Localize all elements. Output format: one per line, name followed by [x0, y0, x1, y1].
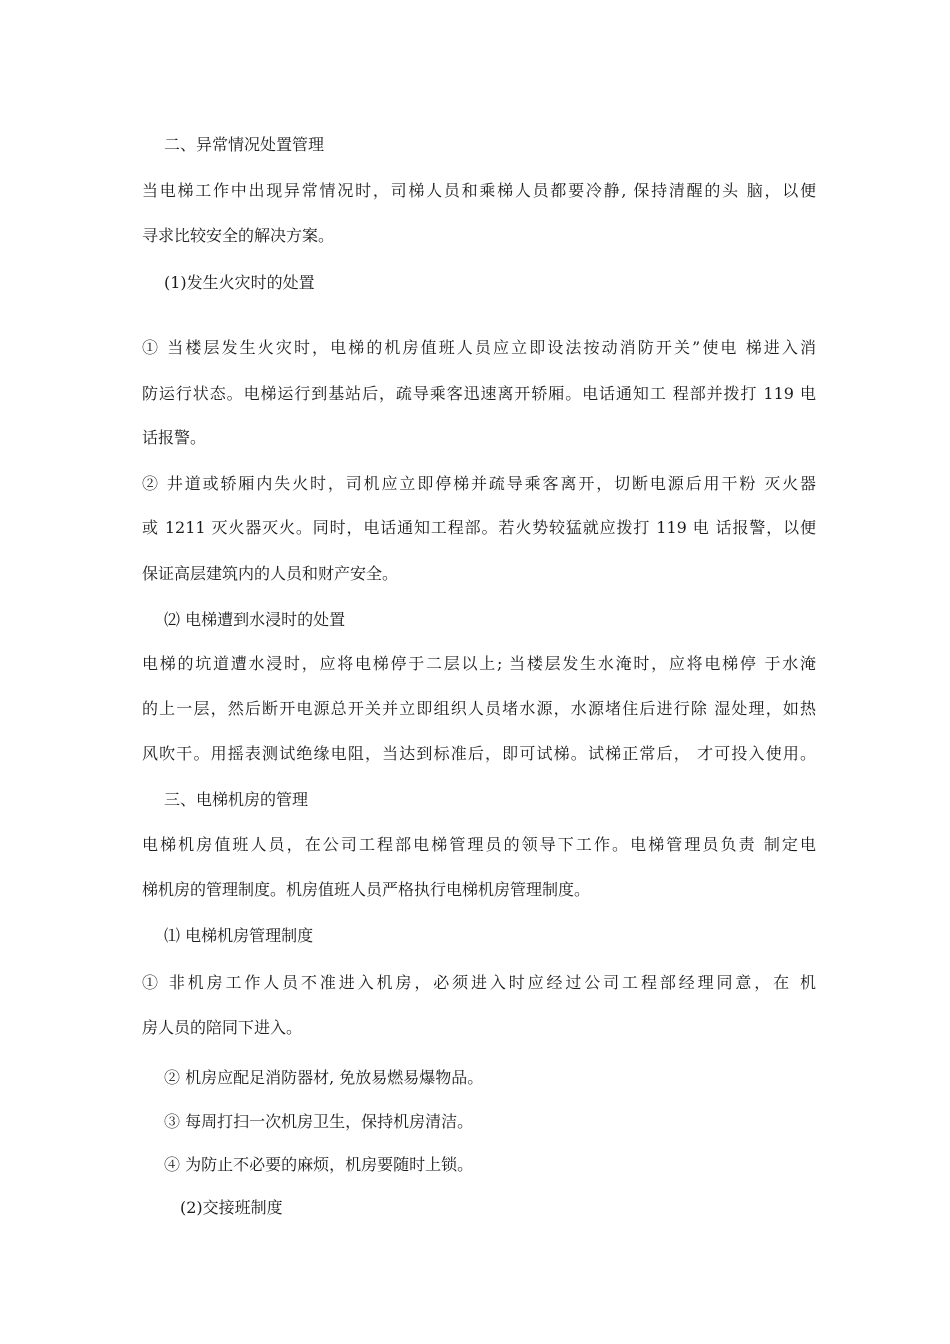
- fire-item2-line-2: 或 1211 灭火器灭火。同时，电话通知工程部。若火势较猛就应拨打 119 电 话报警，以便: [142, 518, 816, 537]
- section2-heading: 二、异常情况处置管理: [164, 135, 325, 154]
- handover-heading: (2)交接班制度: [180, 1198, 283, 1217]
- flood-heading: ⑵ 电梯遭到水浸时的处置: [164, 610, 346, 629]
- room-rule2: ② 机房应配足消防器材, 免放易燃易爆物品。: [164, 1068, 484, 1087]
- section2-intro-line-1: 当电梯工作中出现异常情况时，司梯人员和乘梯人员都要冷静, 保持清醒的头 脑，以便: [142, 181, 816, 200]
- fire-heading: (1)发生火灾时的处置: [164, 273, 315, 292]
- room-rules-heading: ⑴ 电梯机房管理制度: [164, 926, 314, 945]
- section3-intro-line-1: 电梯机房值班人员，在公司工程部电梯管理员的领导下工作。电梯管理员负责 制定电: [142, 835, 816, 854]
- fire-item1-line-3: 话报警。: [142, 428, 207, 447]
- flood-text-line-1: 电梯的坑道遭水浸时，应将电梯停于二层以上; 当楼层发生水淹时，应将电梯停 于水淹: [142, 654, 816, 673]
- flood-text-line-2: 的上一层，然后断开电源总开关并立即组织人员堵水源，水源堵住后进行除 湿处理，如热: [142, 699, 816, 718]
- flood-text-line-3: 风吹干。用摇表测试绝缘电阻，当达到标准后，即可试梯。试梯正常后， 才可投入使用。: [142, 744, 816, 763]
- room-rule1-line-1: ① 非机房工作人员不准进入机房，必须进入时应经过公司工程部经理同意，在 机: [142, 973, 816, 992]
- room-rule1-line-2: 房人员的陪同下进入。: [142, 1018, 303, 1037]
- fire-item2-line-1: ② 井道或轿厢内失火时，司机应立即停梯并疏导乘客离开，切断电源后用干粉 灭火器: [142, 474, 816, 493]
- room-rule4: ④ 为防止不必要的麻烦，机房要随时上锁。: [164, 1155, 474, 1174]
- section2-intro-line-2: 寻求比较安全的解决方案。: [142, 226, 335, 245]
- fire-item2-line-3: 保证高层建筑内的人员和财产安全。: [142, 564, 399, 583]
- fire-item1-line-1: ① 当楼层发生火灾时，电梯的机房值班人员应立即设法按动消防开关”使电 梯进入消: [142, 338, 816, 357]
- fire-item1-line-2: 防运行状态。电梯运行到基站后，疏导乘客迅速离开轿厢。电话通知工 程部并拨打 119 电: [142, 384, 816, 403]
- room-rule3: ③ 每周打扫一次机房卫生，保持机房清洁。: [164, 1112, 474, 1131]
- section3-heading: 三、电梯机房的管理: [164, 790, 309, 809]
- section3-intro-line-2: 梯机房的管理制度。机房值班人员严格执行电梯机房管理制度。: [142, 880, 591, 899]
